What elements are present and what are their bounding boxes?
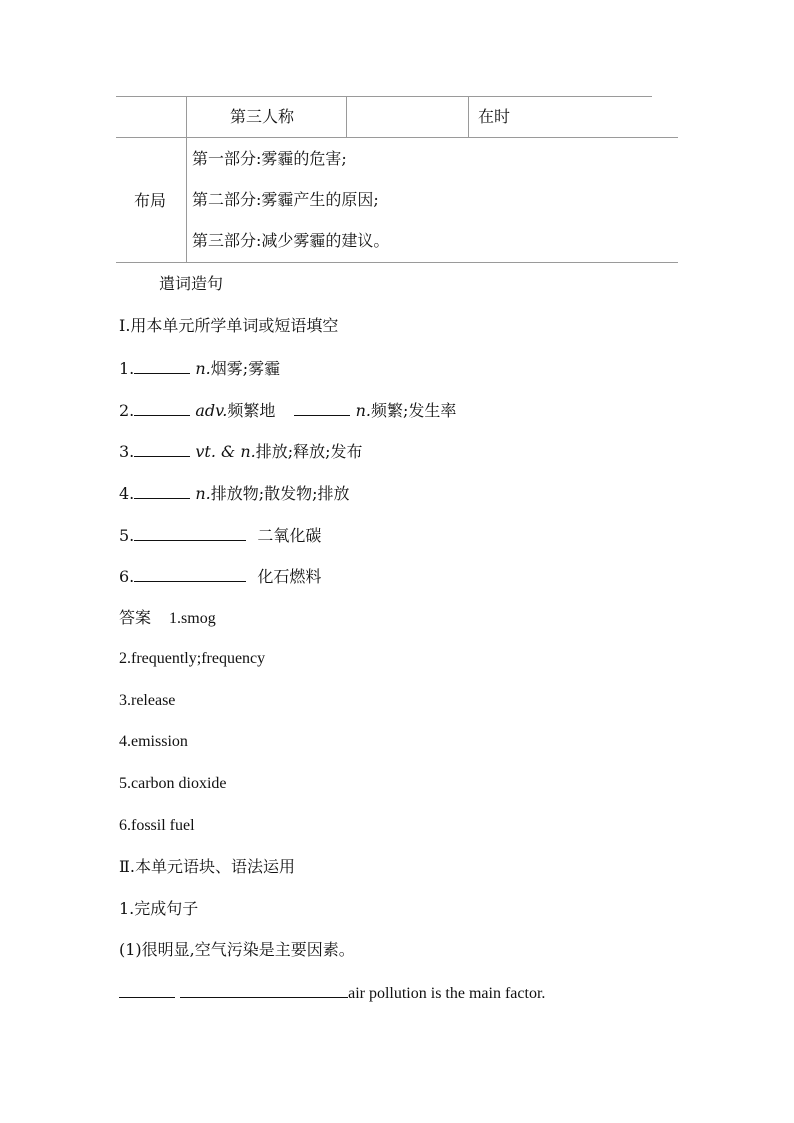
part1-title: Ⅰ.用本单元所学单词或短语填空 — [119, 316, 339, 335]
layout-part-1: 第一部分:雾霾的危害; — [192, 149, 347, 168]
sentence-answer-line-1 — [119, 982, 545, 1004]
answer-label: 答案 — [119, 608, 152, 627]
item-number: 2. — [119, 401, 135, 420]
answer-text: 1.smog — [169, 610, 216, 627]
item-meaning: 烟雾;雾霾 — [210, 359, 281, 378]
part-of-speech-2: n. — [355, 401, 371, 420]
answer-blank[interactable] — [134, 358, 190, 374]
item-number: 6. — [119, 567, 135, 586]
table-col-divider-2 — [346, 96, 347, 137]
item-number: 3. — [119, 442, 135, 461]
part2-title: Ⅱ.本单元语块、语法运用 — [119, 857, 295, 876]
table-row-divider — [116, 137, 678, 138]
item-meaning: 二氧化碳 — [257, 526, 322, 545]
item-meaning: 排放;释放;发布 — [255, 442, 363, 461]
vocab-item-4 — [119, 483, 350, 504]
answer-blank[interactable] — [134, 483, 190, 499]
part-of-speech: adv. — [195, 401, 228, 420]
answer-line-5: 5.carbon dioxide — [119, 775, 227, 792]
item-meaning: 排放物;散发物;排放 — [210, 484, 350, 503]
answer-blank-2[interactable] — [180, 982, 348, 998]
answer-blank-2[interactable] — [294, 400, 350, 416]
answer-blank[interactable] — [134, 525, 246, 541]
table-top-border — [116, 96, 652, 97]
vocab-item-1 — [119, 358, 280, 379]
vocab-item-6 — [119, 566, 321, 587]
item-number: 4. — [119, 484, 135, 503]
sentence-question-1: (1)很明显,空气污染是主要因素。 — [119, 940, 355, 959]
answer-line-6: 6.fossil fuel — [119, 817, 195, 834]
answer-blank[interactable] — [119, 982, 175, 998]
vocab-item-5 — [119, 525, 321, 546]
item-meaning: 频繁地 — [227, 401, 276, 420]
layout-part-2: 第二部分:雾霾产生的原因; — [192, 190, 379, 209]
answer-blank[interactable] — [134, 400, 190, 416]
table-bottom-border — [116, 262, 678, 263]
table-cell-tense: 在时 — [478, 107, 511, 126]
item-meaning: 化石燃料 — [257, 567, 322, 586]
answer-line-1 — [119, 608, 216, 629]
part-of-speech: n. — [195, 484, 211, 503]
answer-line-2: 2.frequently;frequency — [119, 650, 266, 667]
table-col-divider-3 — [468, 96, 469, 137]
part-of-speech: n. — [195, 359, 211, 378]
table-cell-third-person: 第三人称 — [230, 107, 295, 126]
answer-line-3: 3.release — [119, 692, 176, 709]
vocab-item-3 — [119, 441, 363, 462]
table-col-divider-1 — [186, 96, 187, 262]
answer-blank[interactable] — [134, 441, 190, 457]
vocab-item-2 — [119, 400, 456, 421]
sentence-tail: air pollution is the main factor. — [348, 985, 546, 1002]
item-number: 1. — [119, 359, 135, 378]
layout-part-3: 第三部分:减少雾霾的建议。 — [192, 231, 390, 250]
item-meaning-2: 频繁;发生率 — [370, 401, 457, 420]
answer-blank[interactable] — [134, 566, 246, 582]
section-heading: 遣词造句 — [159, 274, 224, 293]
answer-line-4: 4.emission — [119, 733, 188, 750]
part-of-speech: vt. & n. — [195, 442, 256, 461]
part2-subtitle: 1.完成句子 — [119, 899, 199, 918]
item-number: 5. — [119, 526, 135, 545]
table-cell-layout-label: 布局 — [134, 191, 167, 210]
